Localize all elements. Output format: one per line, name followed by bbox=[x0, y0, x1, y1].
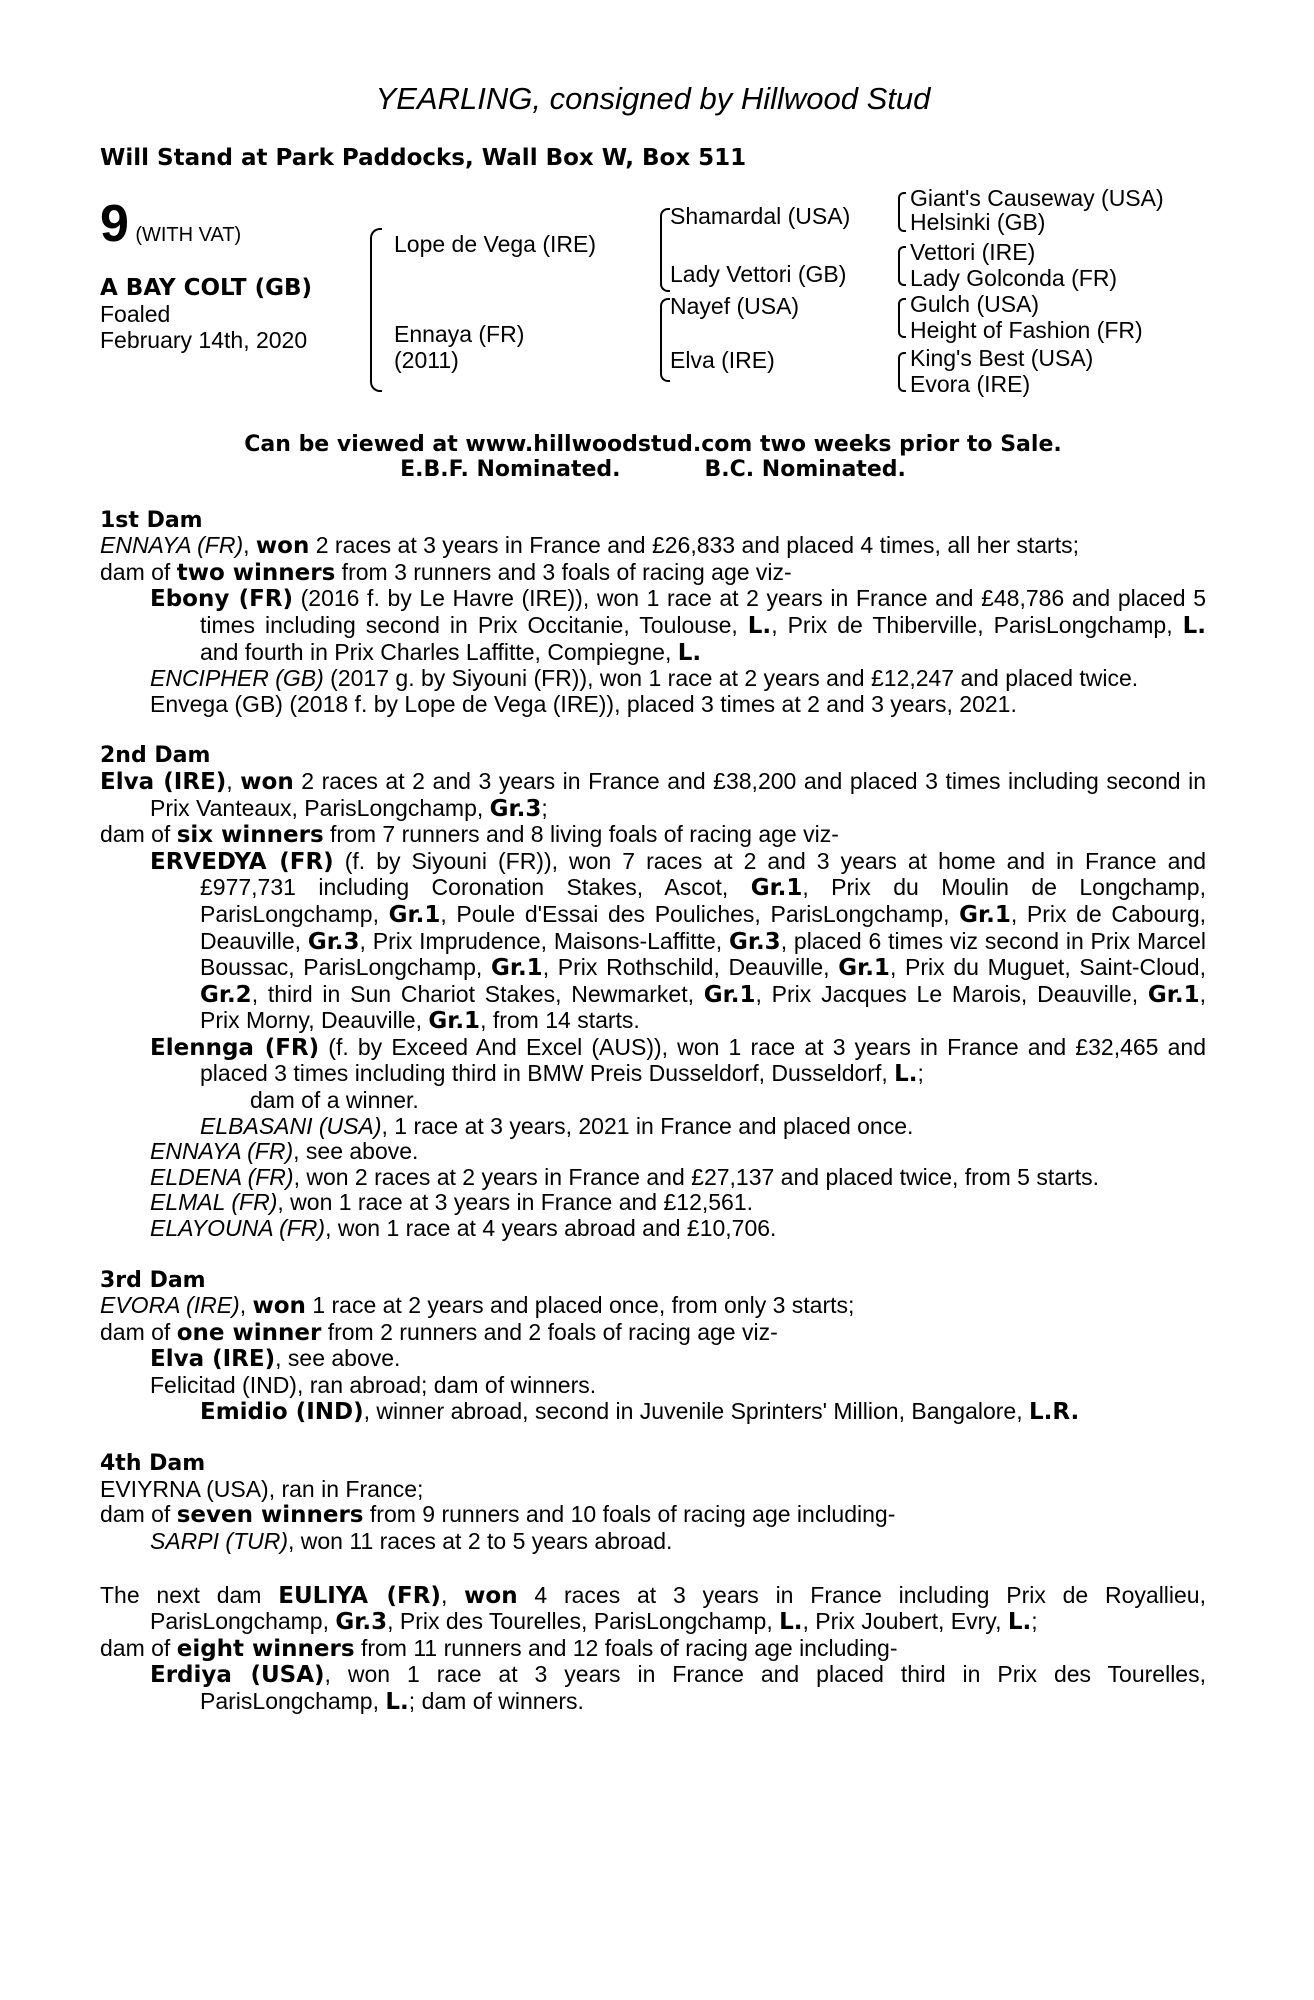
dam-intro: The next dam EULIYA (FR), won 4 races at 3 years in France including Prix de Royallieu, ParisLongchamp, Gr.3, Prix des Tourelles, ParisLongchamp, L., Prix Joubert, Evry, L.; bbox=[100, 1581, 1206, 1636]
pedigree-brace bbox=[898, 246, 906, 286]
dam-dam: Elva (IRE) bbox=[670, 346, 775, 373]
produce-entry: ELMAL (FR), won 1 race at 3 years in France and £12,561. bbox=[150, 1189, 754, 1216]
horse-name: SARPI (TUR) bbox=[150, 1527, 288, 1554]
sire-sire-sire: Giant's Causeway (USA) bbox=[910, 184, 1164, 211]
viewing-notice bbox=[100, 432, 1206, 482]
produce-entry: Emidio (IND), winner abroad, second in Juvenile Sprinters' Million, Bangalore, L.R. bbox=[200, 1397, 1080, 1425]
produce-entry: ELAYOUNA (FR), won 1 race at 4 years abroad and £10,706. bbox=[150, 1215, 777, 1242]
pedigree-brace bbox=[370, 228, 382, 392]
section-heading: 2nd Dam bbox=[100, 743, 211, 769]
sire: Lope de Vega (IRE) bbox=[394, 230, 597, 257]
dam-of-line: dam of six winners from 7 runners and 8 living foals of racing age viz- bbox=[100, 821, 839, 849]
dam-of-line: dam of one winner from 2 runners and 2 foals of racing age viz- bbox=[100, 1318, 778, 1346]
sire-sire-dam: Helsinki (GB) bbox=[910, 208, 1046, 235]
next-dam-section bbox=[100, 1583, 1206, 1716]
horse-name: Elennga (FR) bbox=[150, 1034, 320, 1061]
viewing-line: Can be viewed at www.hillwoodstud.com two weeks prior to Sale. bbox=[244, 431, 1062, 457]
stand-location: Will Stand at Park Paddocks, Wall Box W, Box 511 bbox=[100, 145, 747, 171]
dam-intro: ENNAYA (FR), won 2 races at 3 years in France and £26,833 and placed 4 times, all her starts; bbox=[100, 532, 1079, 560]
sire-dam: Lady Vettori (GB) bbox=[670, 260, 847, 287]
sire-dam-dam: Lady Golconda (FR) bbox=[910, 264, 1118, 291]
section-heading: 3rd Dam bbox=[100, 1267, 206, 1293]
page-header: YEARLING, consigned by Hillwood Stud bbox=[375, 81, 931, 116]
produce-entry: ENCIPHER (GB) (2017 g. by Siyouni (FR)), won 1 race at 2 years and £12,247 and placed twice. bbox=[150, 665, 1139, 692]
horse-name: ENNAYA (FR) bbox=[100, 532, 244, 559]
dam-year: (2011) bbox=[394, 346, 459, 373]
dam-sire-sire: Gulch (USA) bbox=[910, 290, 1040, 317]
horse-name: ELMAL (FR) bbox=[150, 1189, 278, 1216]
produce-entry: Elva (IRE), see above. bbox=[150, 1345, 401, 1373]
bc-nominated: B.C. Nominated. bbox=[704, 456, 906, 482]
sire-dam-sire: Vettori (IRE) bbox=[910, 238, 1036, 265]
foaled-label: Foaled bbox=[100, 300, 171, 327]
horse-name: Emidio (IND) bbox=[200, 1398, 364, 1425]
first-dam-section bbox=[100, 508, 1206, 718]
dam-intro: Elva (IRE), won 2 races at 2 and 3 years in France and £38,200 and placed 3 times including second in Prix Vanteaux, ParisLongchamp, Gr.3; bbox=[100, 767, 1207, 822]
fourth-dam-section bbox=[100, 1451, 1206, 1554]
dam-of-line: dam of seven winners from 9 runners and 10 foals of racing age including- bbox=[100, 1501, 896, 1529]
produce-entry: ELDENA (FR), won 2 races at 2 years in France and £27,137 and placed twice, from 5 starts. bbox=[150, 1163, 1099, 1190]
nominations-line bbox=[100, 457, 1206, 482]
lot-number-line bbox=[100, 194, 242, 253]
horse-name: Elva (IRE) bbox=[100, 768, 227, 795]
dam-intro: EVORA (IRE), won 1 race at 2 years and placed once, from only 3 starts; bbox=[100, 1292, 855, 1320]
pedigree-block bbox=[100, 186, 1206, 426]
produce-entry: Felicitad (IND), ran abroad; dam of winners. bbox=[150, 1372, 597, 1398]
pedigree-brace bbox=[898, 298, 906, 338]
produce-entry: ERVEDYA (FR) (f. by Siyouni (FR)), won 7 races at 2 and 3 years at home and in France and £977,731 including Coronation Stakes, Ascot, Gr.1, Prix du Moulin de Longchamp, ParisLongchamp, Gr.1, Poule d'Essai des Pouliches, ParisLongchamp, Gr.1, Prix de Cabourg, Deauville, Gr.3, Prix Imprudence, Maisons-Laffitte, Gr.3, placed 6 times viz second in Prix Marcel Boussac, ParisLongchamp, Gr.1, Prix Rothschild, Deauville, Gr.1, Prix du Muguet, Saint-Cloud, Gr.2, third in Sun Chariot Stakes, Newmarket, Gr.1, Prix Jacques Le Marois, Deauville, Gr.1, Prix Morny, Deauville, Gr.1, from 14 starts. bbox=[150, 847, 1207, 1035]
dam-of-line: dam of two winners from 3 runners and 3 foals of racing age viz- bbox=[100, 558, 792, 586]
dam: Ennaya (FR) bbox=[394, 320, 525, 347]
dam-intro: EVIYRNA (USA), ran in France; bbox=[100, 1475, 424, 1502]
lot-title: A BAY COLT (GB) bbox=[100, 274, 313, 301]
section-heading: 1st Dam bbox=[100, 507, 203, 533]
pedigree-brace bbox=[660, 208, 670, 292]
horse-name: ERVEDYA (FR) bbox=[150, 848, 334, 875]
produce-entry: SARPI (TUR), won 11 races at 2 to 5 years abroad. bbox=[150, 1527, 673, 1554]
catalogue-page bbox=[100, 0, 1206, 1716]
produce-entry: Ebony (FR) (2016 f. by Le Havre (IRE)), won 1 race at 2 years in France and £48,786 and placed 5 times including second in Prix Occitanie, Toulouse, L., Prix de Thiberville, ParisLongchamp, L. and fourth in Prix Charles Laffitte, Compiegne, L. bbox=[150, 585, 1206, 666]
produce-entry: Elennga (FR) (f. by Exceed And Excel (AUS)), won 1 race at 3 years in France and £32,465 and placed 3 times including third in BMW Preis Dusseldorf, Dusseldorf, L.; bbox=[150, 1033, 1206, 1088]
section-heading: 4th Dam bbox=[100, 1451, 206, 1477]
horse-name: Ebony (FR) bbox=[150, 586, 294, 613]
horse-name: ELBASANI (USA) bbox=[200, 1112, 382, 1139]
horse-name: ELDENA (FR) bbox=[150, 1163, 294, 1190]
pedigree-brace bbox=[898, 192, 906, 232]
horse-name: ENNAYA (FR) bbox=[150, 1138, 294, 1165]
produce-entry: Envega (GB) (2018 f. by Lope de Vega (IRE)), placed 3 times at 2 and 3 years, 2021. bbox=[150, 690, 1017, 717]
lot-number: 9 bbox=[100, 194, 129, 253]
horse-name: ELAYOUNA (FR) bbox=[150, 1215, 326, 1242]
sire-sire: Shamardal (USA) bbox=[670, 202, 851, 229]
second-dam-section bbox=[100, 743, 1206, 1241]
horse-name: Elva (IRE) bbox=[150, 1346, 276, 1373]
pedigree-brace bbox=[898, 352, 906, 392]
dam-sire-dam: Height of Fashion (FR) bbox=[910, 316, 1143, 343]
third-dam-section bbox=[100, 1268, 1206, 1426]
pedigree-brace bbox=[660, 298, 670, 382]
horse-name: Erdiya (USA) bbox=[150, 1662, 325, 1689]
ebf-nominated: E.B.F. Nominated. bbox=[400, 456, 621, 482]
dam-dam-sire: King's Best (USA) bbox=[910, 344, 1094, 371]
dam-dam-dam: Evora (IRE) bbox=[910, 370, 1031, 397]
foaled-date: February 14th, 2020 bbox=[100, 326, 308, 353]
produce-entry: ELBASANI (USA), 1 race at 3 years, 2021 in France and placed once. bbox=[200, 1112, 914, 1139]
horse-name: ENCIPHER (GB) bbox=[150, 665, 324, 692]
produce-note: dam of a winner. bbox=[250, 1087, 419, 1114]
horse-name: EULIYA (FR) bbox=[278, 1582, 441, 1609]
produce-entry: ENNAYA (FR), see above. bbox=[150, 1138, 419, 1165]
dam-of-line: dam of eight winners from 11 runners and 12 foals of racing age including- bbox=[100, 1634, 898, 1662]
horse-name: EVORA (IRE) bbox=[100, 1292, 240, 1319]
dam-sire: Nayef (USA) bbox=[670, 292, 800, 319]
lot-vat: (WITH VAT) bbox=[135, 223, 242, 246]
produce-entry: Erdiya (USA), won 1 race at 3 years in France and placed third in Prix des Tourelles, ParisLongchamp, L.; dam of winners. bbox=[150, 1661, 1206, 1715]
